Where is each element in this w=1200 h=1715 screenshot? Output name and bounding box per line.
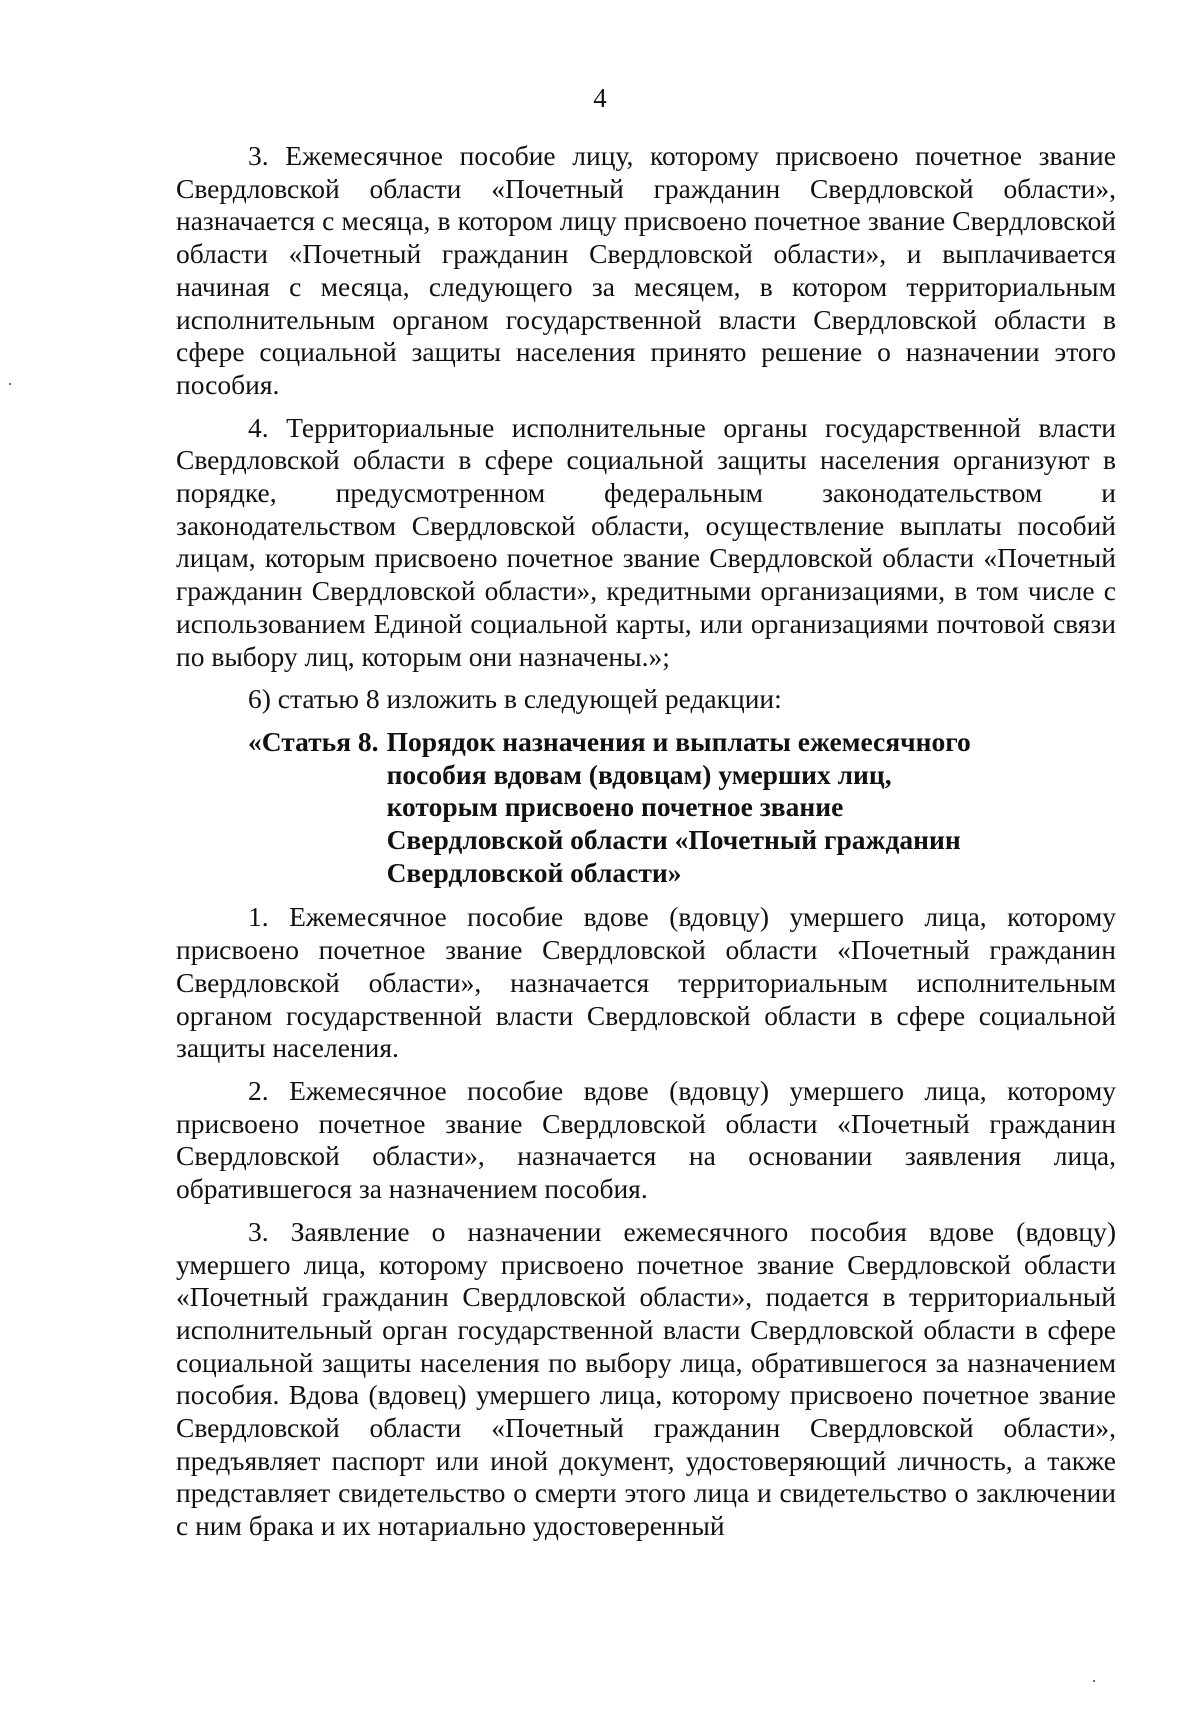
amendment-instruction: 6) статью 8 изложить в следующей редакции: (248, 683, 782, 715)
article-paragraph-2: 2. Ежемесячное пособие вдове (вдовцу) умершего лица, которому присвоено почетное звание Свердловской области «Почетный гражданин Свердловской области», назначается на основании заявления лица, обратившегося за назначением пособия. (176, 1074, 1116, 1205)
article-paragraph-1: 1. Ежемесячное пособие вдове (вдовцу) умершего лица, которому присвоено почетное звание Свердловской области «Почетный гражданин Свердловской области», назначается территориальным исполнительным органом государственной власти Свердловской области в сфере социальной защиты населения. (176, 901, 1116, 1064)
scan-speck (9, 383, 11, 385)
article-title: Порядок назначения и выплаты ежемесячного пособия вдовам (вдовцам) умерших лиц, которым присвоено почетное звание Свердловской области «Почетный гражданин Свердловской области» (386, 725, 971, 888)
scan-speck (1093, 1680, 1095, 1682)
article-label: «Статья 8. (248, 725, 379, 757)
document-body (176, 140, 1116, 1553)
article-paragraph-3: 3. Заявление о назначении ежемесячного пособия вдове (вдовцу) умершего лица, которому присвоено почетное звание Свердловской области «Почетный гражданин Свердловской области», подается в территориальный исполнительный орган государственной власти Свердловской области в сфере социальной защиты населения по выбору лица, обратившегося за назначением пособия. Вдова (вдовец) умершего лица, которому присвоено почетное звание Свердловской области «Почетный гражданин Свердловской области», предъявляет паспорт или иной документ, удостоверяющий личность, а также представляет свидетельство о смерти этого лица и свидетельство о заключении с ним брака и их нотариально удостоверенный (176, 1215, 1116, 1542)
paragraph-3-payment-start: 3. Ежемесячное пособие лицу, которому присвоено почетное звание Свердловской области «Почетный гражданин Свердловской области», назначается с месяца, в котором лицу присвоено почетное звание Свердловской области «Почетный гражданин Свердловской области», и выплачивается начиная с месяца, следующего за месяцем, в котором территориальным исполнительным органом государственной власти Свердловской области в сфере социальной защиты населения принято решение о назначении этого пособия. (176, 140, 1116, 400)
paragraph-4-payment-organization: 4. Территориальные исполнительные органы государственной власти Свердловской области в сфере социальной защиты населения организуют в порядке, предусмотренном федеральным законодательством и законодательством Свердловской области, осуществление выплаты пособий лицам, которым присвоено почетное звание Свердловской области «Почетный гражданин Свердловской области», кредитными организациями, в том числе с использованием Единой социальной карты, или организациями почтовой связи по выбору лиц, которым они назначены.»; (176, 411, 1116, 672)
page-number: 4 (593, 83, 607, 113)
article-heading (248, 726, 1116, 890)
